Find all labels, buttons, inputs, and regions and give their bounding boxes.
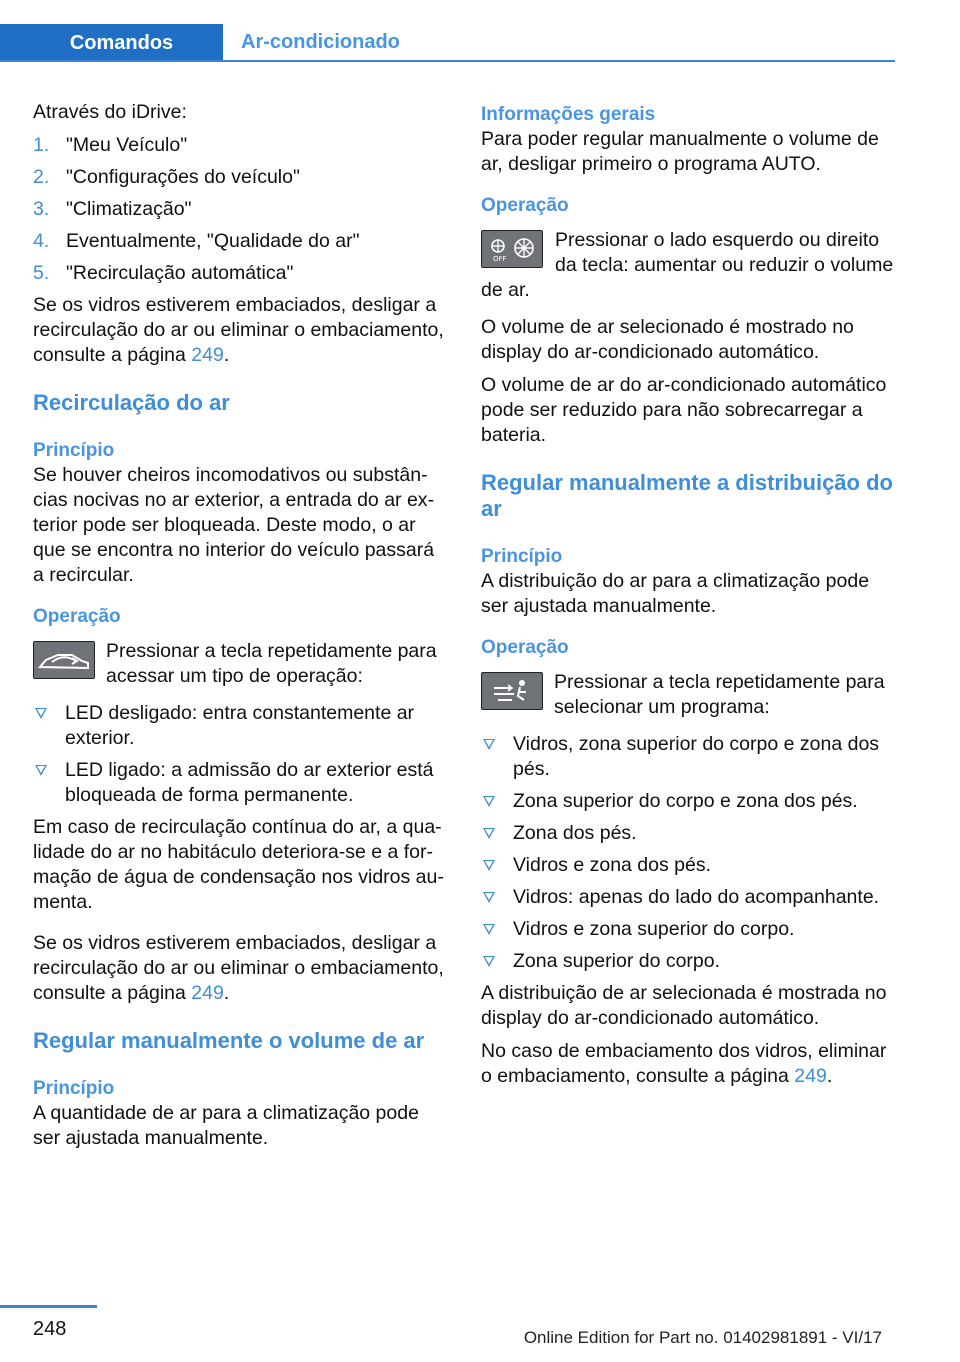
list-item: LED ligado: a admissão do ar exterior está bloqueada de forma permanente. [33, 758, 445, 808]
list-item: Zona dos pés. [481, 821, 896, 846]
svg-text:OFF: OFF [493, 255, 507, 263]
recirculation-car-icon [33, 641, 95, 679]
fan-operation: OFF Pressionar o lado esquerdo ou direito da tecla: aumentar ou reduzir o volume de ar. [481, 229, 894, 301]
list-item: LED desligado: entra constantemente ar exterior. [33, 701, 445, 751]
list-item: Zona superior do corpo. [481, 949, 896, 974]
tab-comandos[interactable]: Comandos [0, 24, 223, 62]
edition-note: Online Edition for Part no. 01402981891 - VI/17 [523, 1328, 882, 1347]
step-item: 1. "Meu Veículo" [33, 134, 188, 156]
distribution-operation: Pressionar a tecla repetidamente para selecionar um programa: [481, 670, 896, 720]
header-tab-bar [0, 0, 895, 62]
air-distribution-icon [481, 672, 543, 710]
subheading-general-info: Informações gerais [481, 104, 656, 125]
fog-note-2: Se os vidros estiverem embaciados, desligar a recirculação do ar ou eliminar o embaciamento, consulte a página 249. [33, 932, 444, 1004]
left-column [33, 100, 445, 1159]
list-item: Vidros, zona superior do corpo e zona dos pés. [481, 732, 896, 782]
fan-speed-icon [481, 230, 543, 268]
right-column [481, 100, 896, 1097]
subheading-operation: Operação [481, 195, 569, 216]
heading-recirculation: Recirculação do ar [33, 390, 230, 415]
triangle-bullet-icon [483, 924, 495, 935]
triangle-bullet-icon [483, 739, 495, 750]
list-item: Vidros: apenas do lado do acompanhante. [481, 885, 896, 910]
recirculation-text: Se houver cheiros incomodativos ou substâncias nocivas no ar exterior, a entrada do ar exterior pode ser bloqueada. Deste modo, o ar que se encontra no interior do veículo passará a recircular. [33, 464, 435, 586]
subheading-principle: Princípio [481, 546, 563, 567]
list-item: Vidros e zona superior do corpo. [481, 917, 896, 942]
volume-reduce-text: O volume de ar do ar-condicionado automático pode ser reduzido para não sobrecarregar a bateria. [481, 374, 887, 446]
step-item: 2. "Configurações do veículo" [33, 166, 300, 188]
recirculation-operation: Pressionar a tecla repetidamente para acessar um tipo de operação: [33, 639, 445, 689]
footer-rule [0, 1305, 97, 1308]
triangle-bullet-icon [483, 860, 495, 871]
triangle-bullet-icon [483, 796, 495, 807]
distribution-program-list [481, 732, 896, 974]
subheading-principle: Princípio [33, 1078, 115, 1099]
step-item: 4. Eventualmente, "Qualidade do ar" [33, 230, 360, 252]
list-item: Vidros e zona dos pés. [481, 853, 896, 878]
general-info-text: Para poder regular manualmente o volume de ar, desligar primeiro o programa AUTO. [481, 128, 879, 175]
triangle-bullet-icon [35, 765, 47, 776]
distribution-display-text: A distribuição de ar selecionada é mostrada no display do ar-condicionado automático. [481, 982, 887, 1029]
triangle-bullet-icon [483, 956, 495, 967]
page-link-249[interactable]: 249 [794, 1065, 827, 1087]
tab-ar-condicionado[interactable]: Ar-condicionado [241, 30, 400, 53]
list-item: Zona superior do corpo e zona dos pés. [481, 789, 896, 814]
subheading-principle: Princípio [33, 440, 115, 461]
triangle-bullet-icon [483, 828, 495, 839]
recirculation-led-list [33, 701, 445, 808]
continuous-recirc-warning: Em caso de recirculação contínua do ar, a qualidade do ar no habitáculo deteriora-se e a formação de água de condensação nos vidros aumenta. [33, 816, 444, 913]
idrive-intro: Através do iDrive: [33, 101, 187, 123]
header-rule [0, 60, 895, 62]
subheading-operation: Operação [33, 606, 121, 627]
step-item: 5. "Recirculação automática" [33, 262, 294, 284]
volume-display-text: O volume de ar selecionado é mostrado no display do ar-condicionado automático. [481, 316, 854, 363]
triangle-bullet-icon [35, 708, 47, 719]
triangle-bullet-icon [483, 892, 495, 903]
heading-air-distribution: Regular manualmente a distribuição do ar [481, 470, 893, 521]
idrive-steps [33, 133, 445, 286]
fog-note-right: No caso de embaciamento dos vidros, eliminar o embaciamento, consulte a página 249. [481, 1040, 887, 1087]
subheading-operation: Operação [481, 637, 569, 658]
page-link-249[interactable]: 249 [191, 982, 224, 1004]
page-number: 248 [33, 1318, 67, 1340]
distribution-text: A distribuição do ar para a climatização pode ser ajustada manualmente. [481, 570, 870, 617]
step-item: 3. "Climatização" [33, 198, 192, 220]
page-link-249[interactable]: 249 [191, 344, 224, 366]
fog-note: Se os vidros estiverem embaciados, desligar a recirculação do ar ou eliminar o embaciamento, consulte a página 249. [33, 294, 444, 366]
heading-air-volume: Regular manualmente o volume de ar [33, 1028, 425, 1053]
air-volume-text: A quantidade de ar para a climatização pode ser ajustada manualmente. [33, 1102, 419, 1149]
